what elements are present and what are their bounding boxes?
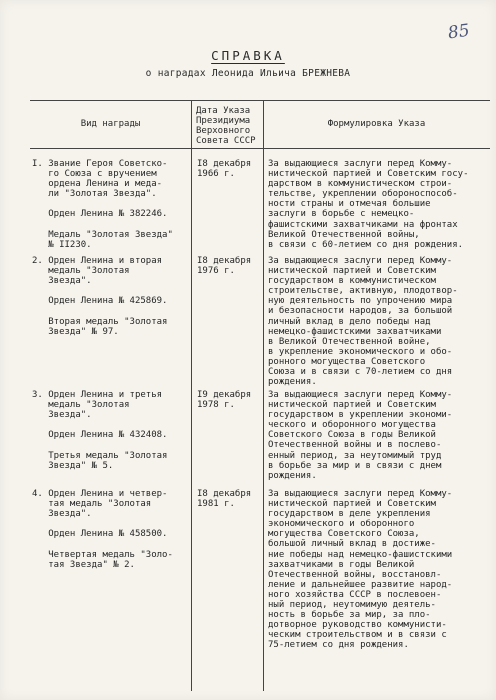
- table-header-rule: [30, 148, 490, 149]
- row-2-wording: За выдающиеся заслуги перед Комму- нистической партией и Советским государством в коммунистическом строительстве, активную, плодотвор- ную деятельность по упрочению мира и безопасности народов, за большой личный вклад в дело победы над немецко-фашистскими захватчиками в Великой Отечественной войне, в укрепление экономического и обо- ронного могущества Советского Союза и в связи с 70-летием со дня рождения.: [268, 256, 458, 388]
- column-divider-1: [191, 101, 192, 691]
- header-award: Вид награды: [80, 119, 141, 129]
- document-subtitle: о наградах Леонида Ильича БРЕЖНЕВА: [145, 68, 351, 79]
- row-3-award: 3. Орден Ленина и третья медаль "Золотая Звезда". Орден Ленина № 432408. Третья медаль "Золотая Звезда" № 5.: [32, 390, 168, 471]
- row-4-date: I8 декабря 1981 г.: [197, 489, 252, 510]
- row-2-date: I8 декабря 1976 г.: [197, 256, 252, 277]
- table-top-rule: [30, 100, 490, 101]
- row-2-award: 2. Орден Ленина и вторая медаль "Золотая Звезда". Орден Ленина № 425869. Вторая медаль "Золотая Звезда" № 97.: [32, 256, 168, 337]
- row-3-date: I9 декабря 1978 г.: [197, 390, 252, 411]
- row-4-wording: За выдающиеся заслуги перед Комму- нистической партией и Советским государством в деле укрепления экономического и оборонного могущества Советского Союза, большой личный вклад в достиже- ние победы над немецко-фашистскими захватчиками в годы Великой Отечественной войны, восстановл- ление и дальнейшее развитие народ- ного хозяйства СССР в послевоен- ный период, неутомимую деятель- ность в борьбе за мир, за пло- дотворное руководство коммунисти- ческим строительством и в связи с 75-летием со дня рождения.: [268, 489, 453, 651]
- header-decree-wording: Формулировка Указа: [327, 119, 426, 129]
- column-divider-2: [263, 101, 264, 691]
- handwritten-page-number: 85: [447, 20, 472, 44]
- row-4-award: 4. Орден Ленина и четвер- тая медаль "Золотая Звезда". Орден Ленина № 458500. Четвертая медаль "Золо- тая Звезда" № 2.: [32, 489, 173, 570]
- row-1-date: I8 декабря 1966 г.: [197, 159, 252, 180]
- header-decree-date: Дата Указа Президиума Верховного Совета СССР: [196, 106, 256, 146]
- row-3-wording: За выдающиеся заслуги перед Комму- нистической партией и Советским государством в укреплении экономи- ческого и оборонного могущества Советского Союза в годы Великой Отечественной войны и в послево- енный период, за неутомимый труд в борьбе за мир и в связи с днем рождения.: [268, 390, 453, 481]
- row-1-award: I. Звание Героя Советско- го Союза с вручением ордена Ленина и меда- ли "Золотая Звезда". Орден Ленина № 382246. Медаль "Золотая Звезда" № II230.: [32, 159, 173, 250]
- row-1-wording: За выдающиеся заслуги перед Комму- нистической партией и Советским госу- дарством в коммунистическом строи- тельстве, укреплении обороноспособ- ности страны и отмечая большие заслуги в борьбе с немецко- фашистскими захватчиками на фронтах Великой Отечественной войны, в связи с 60-летием со дня рождения.: [268, 159, 469, 250]
- document-title: СПРАВКА: [211, 48, 285, 63]
